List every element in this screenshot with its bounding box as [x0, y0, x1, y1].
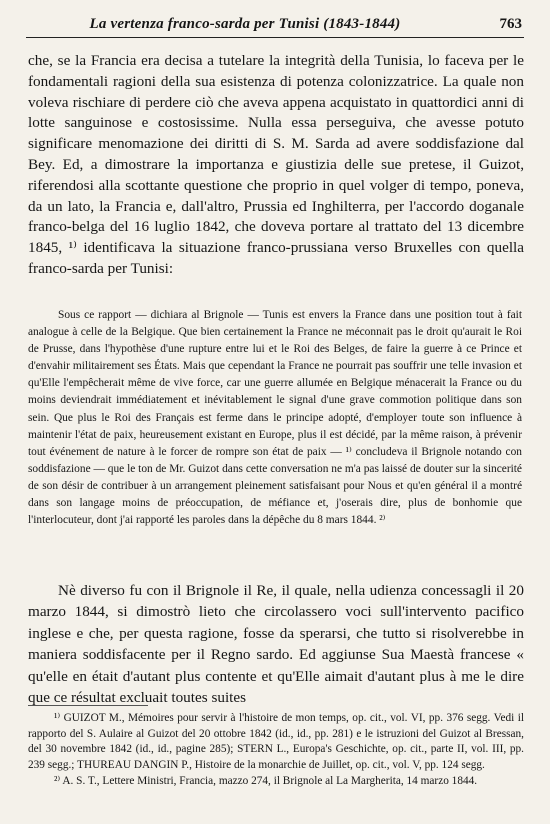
footnotes [28, 711, 524, 790]
body-paragraph-1: che, se la Francia era decisa a tutelare la integrità della Tunisia, lo faceva per le fondamentali ragioni della sua esistenza di potenza colonizzatrice. La quale non voleva rischiare di perdere ciò che aveva appena acquistato in quattordici anni di lotte sanguinose e costosissime. Nulla essa perseguiva, che avesse potuto significare menomazione dei diritti di S. M. Sarda ad avere soddisfazione dal Bey. Ed, a dimostrare la importanza e giustizia delle sue pretese, il Guizot, riferendosi alla scottante questione che proprio in quel volger di tempo, poneva, da un lato, la Francia e, dall'altro, Prussia ed Inghilterra, per l'accordo doganale franco-belga del 16 luglio 1842, che doveva portare al trattato del 13 dicembre 1845, ¹⁾ identificava la situazione franco-prussiana verso Bruxelles con quella franco-sarda per Tunisi: [28, 52, 524, 277]
footnote-1: ¹⁾ GUIZOT M., Mémoires pour servir à l'histoire de mon temps, op. cit., vol. VI, pp. 376 segg. Vedi il rapporto del S. Aulaire al Guizot del 20 ottobre 1842 (id., id., pp. 281) e le istruzioni del Guizot al Bressan, del 30 novembre 1842 (id., id., pagine 285); STERN L., Europa's Geschichte, op. cit., parte II, vol. III, pp. 239 segg.; THUREAU DANGIN P., Histoire de la monarchie de Juillet, op. cit., vol. V, pp. 124 segg. [28, 712, 524, 771]
block-quotation: Sous ce rapport — dichiara al Brignole — Tunis est envers la France dans une position tout à fait analogue à celle de la Belgique. Que bien certainement la France ne méconnait pas le droit qu'aurait le Roi de Prusse, dans l'hypothèse d'une rupture entre lui et le Roi des Belges, de faire la guerre à ce Prince et d'envahir militairement ses États. Mais que cependant la France ne pourrait pas souffrir une telle invasion et qu'Elle l'empêcherait même de vive force, car une guerre allumée en Belgique ménacerait la France ou du moins deviendrait immédiatement et inévitablement le signal d'une grave commotion politique dans son sein. Que plus le Roi des Français est ferme dans le principe adopté, d'employer toute son influence à maintenir l'état de paix, heureusement existant en Europe, plus il est décidé, par la même raison, à prévenir tout événement de nature à le forcer de rompre son état de paix — ¹⁾ concludeva il Brignole notando con soddisfazione — que le ton de Mr. Guizot dans cette conversation ne m'a pas laissé de douter sur la sincerité de son désir de contribuer à un arrangement pleinement satisfaisant pour Nous et qu'en général il a montré dans son langage moins de préoccupation, de méfiance et, j'oserais dire, plus de bonhomie que l'interlocuteur, dont j'ai rapporté les paroles dans la dépêche du 8 mars 1844. ²⁾ [28, 309, 522, 527]
footnote-2: ²⁾ A. S. T., Lettere Ministri, Francia, mazzo 274, il Brignole al La Margherita, 14 marzo 1844. [54, 775, 478, 788]
running-header [26, 10, 524, 38]
body-paragraph-2: Nè diverso fu con il Brignole il Re, il quale, nella udienza concessagli il 20 marzo 1844, si dimostrò lieto che circolassero voci sull'intervento pacifico inglese e che, per questa ragione, fosse da sperarsi, che tutto si risolverebbe in maniera soddisfacente per il Regno sardo. Ed aggiunse Sua Maestà francese « qu'elle en était d'autant plus contente et qu'Elle aimait d'autant plus à me le dire que ce résultat excluait toutes suites [28, 582, 524, 707]
running-title: La vertenza franco-sarda per Tunisi (1843-1844) [89, 16, 401, 32]
page-number: 763 [499, 16, 522, 32]
header-rule [26, 37, 524, 38]
footnote-rule [28, 705, 148, 706]
